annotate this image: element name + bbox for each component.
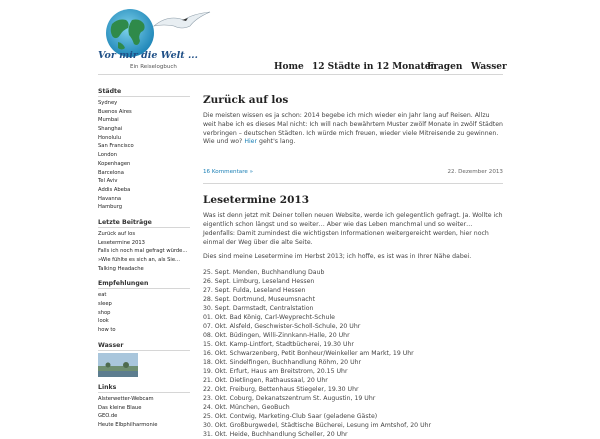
recent-post-link[interactable]: Lesetermine 2013 <box>98 239 145 246</box>
sidebar-item-sydney[interactable]: Sydney <box>98 100 118 106</box>
post-body-text: Die meisten wissen es ja schon: 2014 begebe ich mich wieder ein Jahr lang auf Reisen. Allzu weit habe ich es dieses Mal nicht: Ich will nach bewährtem Muster zwölf Monate in zwölf Städten verbringen – deutschen Städten. Ich würde mich freuen, wieder viele Mitreisende zu gewinnen. Wie und wo? <box>203 112 503 146</box>
list-item: 27. Sept. Fulda, Leseland Hessen <box>203 287 306 295</box>
nav-wasser[interactable]: Wasser <box>471 62 507 72</box>
main-content <box>203 94 503 439</box>
list-item: 26. Sept. Limburg, Leseland Hessen <box>203 278 315 286</box>
nav-fragen[interactable]: Fragen <box>427 62 463 72</box>
landscape-photo-icon <box>98 353 138 377</box>
sidebar-heading-letzte: Letzte Beiträge <box>98 219 190 228</box>
sidebar-item-havanna[interactable]: Havanna <box>98 195 122 202</box>
sidebar-item-elbphilharmonie[interactable]: Heute Elbphilharmonie <box>98 421 158 428</box>
sidebar-item-london[interactable]: London <box>98 152 118 159</box>
post-intro: Dies sind meine Lesetermine im Herbst 2013; ich hoffe, es ist was in Ihrer Nähe dabei. <box>203 253 472 261</box>
site-title: Vor mir die Welt ... <box>98 50 198 61</box>
sidebar-heading-wasser: Wasser <box>98 342 190 351</box>
city-list <box>98 99 190 212</box>
post-body: Was ist denn jetzt mit Deiner tollen neuen Website, werde ich gelegentlich gefragt. Ja. Wollte ich eigentlich schon längst und so weiter… Aber wie das Leben manchmal und so weiter… Jedenfalls: Damit zumindest die wichtigsten Informationen weitergereicht werden, hier noch einmal der Weg über die alte Seite. <box>203 212 503 246</box>
sidebar-item-hamburg[interactable]: Hamburg <box>98 204 123 211</box>
recent-post-link[interactable]: Talking Headache <box>98 265 144 272</box>
sidebar-item-alsterwetter[interactable]: Alsterwetter-Webcam <box>98 395 154 402</box>
sidebar-item-shanghai[interactable]: Shanghai <box>98 126 123 133</box>
links-list <box>98 395 190 430</box>
reading-dates-list <box>203 268 503 439</box>
sidebar <box>98 88 190 437</box>
sidebar-item-tel-aviv[interactable]: Tel Aviv <box>98 178 118 185</box>
list-item: 16. Okt. Schwarzenberg, Petit Bonheur/Weinkeller am Markt, 19 Uhr <box>203 350 414 358</box>
list-item: 07. Okt. Alsfeld, Geschwister-Scholl-Schule, 20 Uhr <box>203 323 361 331</box>
list-item: 22. Okt. Freiburg, Bettenhaus Stiegeler, 19.30 Uhr <box>203 386 359 394</box>
wasser-photo[interactable] <box>98 353 138 377</box>
list-item: 21. Okt. Dietlingen, Rathaussaal, 20 Uhr <box>203 377 328 385</box>
site-logo[interactable] <box>98 8 216 72</box>
sidebar-heading-staedte: Städte <box>98 88 190 97</box>
recent-posts-list <box>98 230 190 273</box>
post-meta <box>203 169 503 179</box>
post-divider <box>203 183 503 184</box>
sidebar-item-das-kleine-blaue[interactable]: Das kleine Blaue <box>98 404 142 411</box>
post-date: 22. Dezember 2013 <box>447 169 503 176</box>
post-title[interactable]: Zurück auf los <box>203 94 289 106</box>
comments-link[interactable]: 16 Kommentare » <box>203 169 254 176</box>
list-item: 08. Okt. Büdingen, Willi-Zinnkann-Halle, 20 Uhr <box>203 332 350 340</box>
sidebar-heading-links: Links <box>98 384 190 393</box>
list-item: 19. Okt. Erfurt, Haus am Breitstrom, 20.15 Uhr <box>203 368 348 376</box>
list-item: 24. Okt. München, GeoBuch <box>203 404 290 412</box>
sidebar-item-buenos-aires[interactable]: Buenos Aires <box>98 108 132 115</box>
sidebar-heading-empfehlungen: Empfehlungen <box>98 280 190 289</box>
list-item: 30. Sept. Darmstadt, Centralstation <box>203 305 314 313</box>
post-body <box>203 112 503 147</box>
list-item: 01. Okt. Bad König, Carl-Weyprecht-Schule <box>203 314 335 322</box>
list-item: 31. Okt. Heide, Buchhandlung Scheller, 20 Uhr <box>203 431 348 439</box>
post-zurueck-auf-los <box>203 94 503 179</box>
recent-post-link[interactable]: Zurück auf los <box>98 230 136 237</box>
list-item: 25. Okt. Contwig, Marketing-Club Saar (geladene Gäste) <box>203 413 378 421</box>
sidebar-item-addis-abeba[interactable]: Addis Abeba <box>98 186 131 193</box>
sidebar-item-sleep[interactable]: sleep <box>98 301 112 308</box>
sidebar-item-geo[interactable]: GEO.de <box>98 413 118 420</box>
list-item: 30. Okt. Großburgwedel, Städtische Bücherei, Lesung im Amtshof, 20 Uhr <box>203 422 432 430</box>
recent-post-link[interactable]: »Wie fühlte es sich an, als Sie... <box>98 257 180 263</box>
sidebar-item-how-to[interactable]: how to <box>98 327 116 334</box>
recommendations-list <box>98 291 190 334</box>
sidebar-item-look[interactable]: look <box>98 318 109 325</box>
list-item: 23. Okt. Coburg, Dekanatszentrum St. Augustin, 19 Uhr <box>203 395 376 403</box>
site-subtitle: Ein Reiselogbuch <box>130 64 177 70</box>
sidebar-item-barcelona[interactable]: Barcelona <box>98 169 124 176</box>
list-item: 18. Okt. Sindelfingen, Buchhandlung Röhm, 20 Uhr <box>203 359 362 367</box>
nav-home[interactable]: Home <box>274 62 304 72</box>
nav-12-staedte[interactable]: 12 Städte in 12 Monaten <box>312 62 437 72</box>
main-nav <box>266 62 506 74</box>
sidebar-item-eat[interactable]: eat <box>98 292 107 299</box>
list-item: 15. Okt. Kamp-Lintfort, Stadtbücherei, 19.30 Uhr <box>203 341 354 349</box>
recent-post-link[interactable]: Falls ich noch mal gefragt würde... <box>98 248 188 255</box>
list-item: 28. Sept. Dortmund, Museumsnacht <box>203 296 316 304</box>
post-body-text-end: geht's lang. <box>259 138 296 146</box>
sidebar-item-shop[interactable]: shop <box>98 309 111 316</box>
list-item: 25. Sept. Menden, Buchhandlung Daub <box>203 269 325 277</box>
sidebar-item-honolulu[interactable]: Honolulu <box>98 134 121 141</box>
post-title[interactable]: Lesetermine 2013 <box>203 194 310 207</box>
post-lesetermine <box>203 194 503 439</box>
sidebar-item-kopenhagen[interactable]: Kopenhagen <box>98 160 131 167</box>
sidebar-item-san-francisco[interactable]: San Francisco <box>98 143 134 150</box>
header-divider <box>98 74 503 75</box>
sidebar-item-mumbai[interactable]: Mumbai <box>98 117 119 124</box>
post-body-link[interactable]: Hier <box>244 138 258 146</box>
